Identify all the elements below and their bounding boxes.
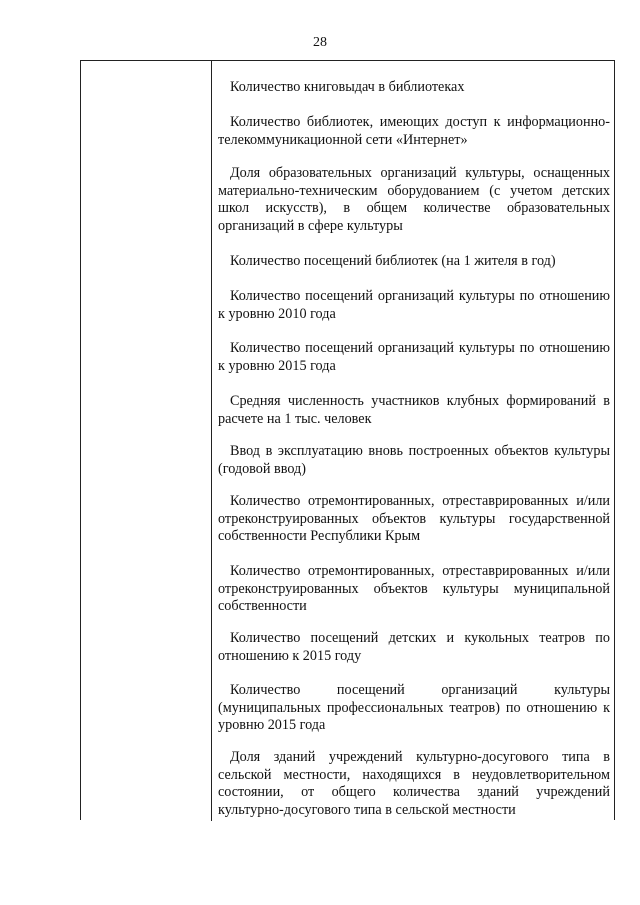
column-divider — [211, 61, 212, 821]
indicator-item: Количество отремонтированных, отреставрированных и/или отреконструированных объектов культуры государственной собственности Республики Крым — [218, 493, 610, 544]
indicator-item: Количество книговыдач в библиотеках — [230, 79, 465, 95]
indicator-item: Ввод в эксплуатацию вновь построенных объектов культуры (годовой ввод) — [218, 443, 610, 477]
indicator-item: Доля образовательных организаций культуры, оснащенных материально-техническим оборудованием (с учетом детских школ искусств), в общем количестве образовательных организаций в сфере культуры — [218, 165, 610, 234]
indicator-item: Количество отремонтированных, отреставрированных и/или отреконструированных объектов культуры муниципальной собственности — [218, 563, 610, 614]
indicator-item: Доля зданий учреждений культурно-досугового типа в сельской местности, находящихся в неудовлетворительном состоянии, от общего количества зданий учреждений культурно-досугового типа в сельской местности — [218, 749, 610, 818]
indicator-item: Количество посещений организаций культуры (муниципальных профессиональных театров) по отношению к уровню 2015 года — [218, 682, 610, 733]
indicator-item: Количество библиотек, имеющих доступ к информационно-телекоммуникационной сети «Интернет» — [218, 114, 610, 148]
indicators-table — [80, 60, 615, 820]
indicator-item: Количество посещений библиотек (на 1 жителя в год) — [230, 253, 556, 269]
indicator-item: Количество посещений организаций культуры по отношению к уровню 2010 года — [218, 288, 610, 322]
page-number: 28 — [313, 35, 327, 50]
indicator-item: Количество посещений детских и кукольных театров по отношению к 2015 году — [218, 630, 610, 664]
indicator-item: Средняя численность участников клубных формирований в расчете на 1 тыс. человек — [218, 393, 610, 427]
indicator-item: Количество посещений организаций культуры по отношению к уровню 2015 года — [218, 340, 610, 374]
empty-left-column — [81, 61, 211, 820]
